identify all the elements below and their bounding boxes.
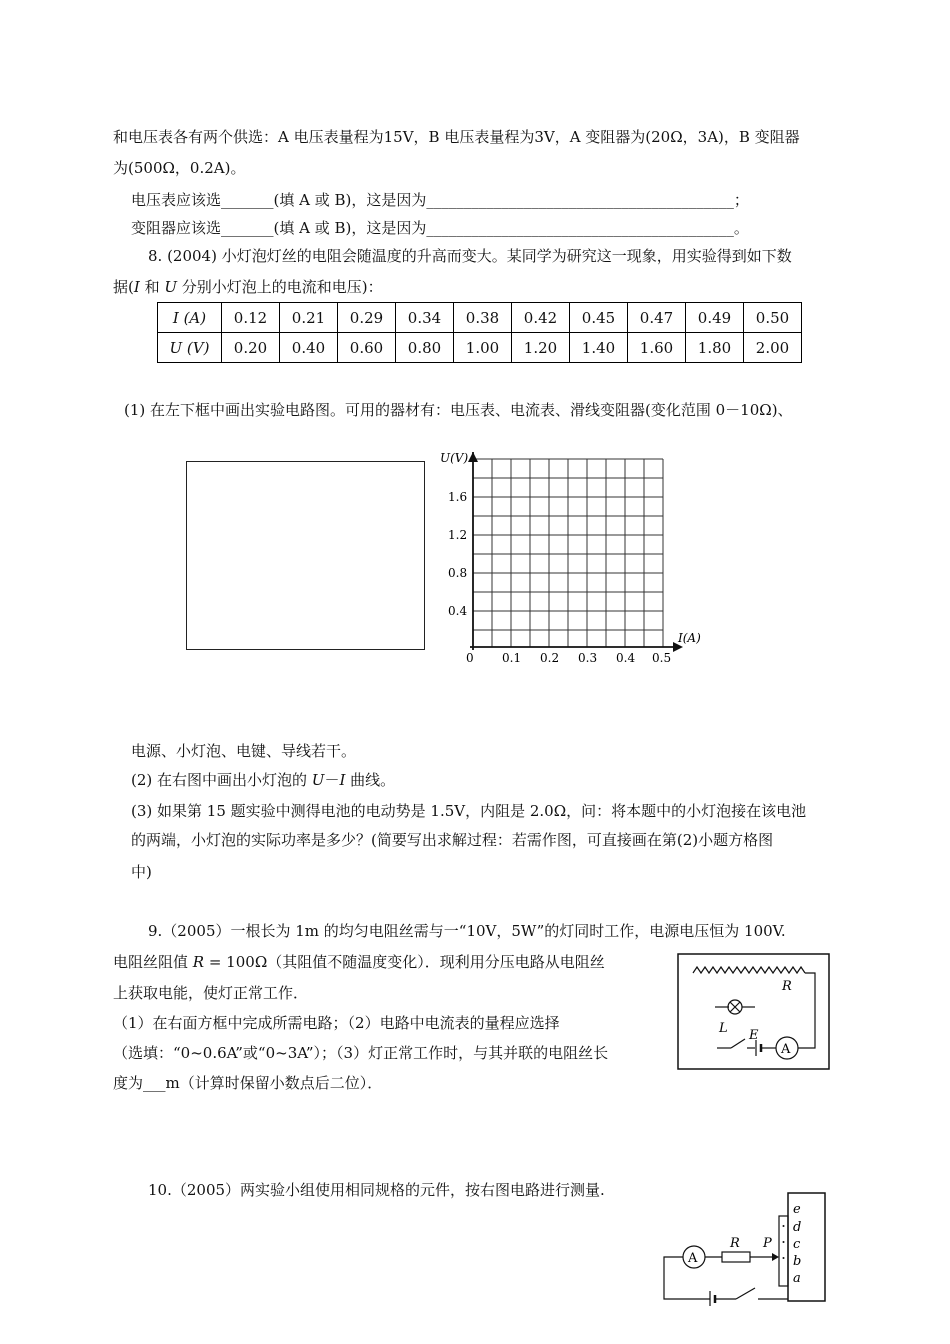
- q8-part2: (2) 在右图中画出小灯泡的 U－I 曲线。: [131, 771, 396, 789]
- q9-circuit-frame: [678, 954, 829, 1069]
- resistor-label: R: [782, 979, 792, 994]
- table-cell: 0.34: [396, 303, 454, 333]
- lamp-label: L: [719, 1021, 728, 1036]
- resistor-icon: [722, 1252, 750, 1262]
- y-axis-arrow: [468, 452, 478, 462]
- table-cell: 1.80: [686, 333, 744, 363]
- x-tick-label: 0: [466, 651, 474, 665]
- graph-grid: [473, 459, 663, 647]
- table-cell: 2.00: [744, 333, 802, 363]
- ammeter-label: A: [688, 1251, 698, 1266]
- table-cell: 1.20: [512, 333, 570, 363]
- table-cell: 0.42: [512, 303, 570, 333]
- table-cell: 0.21: [280, 303, 338, 333]
- circuit-drawing-box[interactable]: [186, 461, 425, 650]
- point-label-c: c: [793, 1237, 801, 1252]
- x-tick-label: 0.2: [540, 651, 560, 665]
- y-tick-label: 1.6: [448, 490, 468, 504]
- contact-dot: [783, 1257, 785, 1259]
- table-cell: 1.60: [628, 333, 686, 363]
- ui-grid-graph[interactable]: [430, 444, 710, 669]
- x-tick-label: 0.3: [578, 651, 598, 665]
- y-tick-label: 1.2: [448, 528, 468, 542]
- ammeter-label: A: [781, 1042, 791, 1057]
- q9-line1: 9.（2005）一根长为 1m 的均匀电阻丝需与一“10V，5W”的灯同时工作，电源电压恒为 100V.: [148, 922, 786, 940]
- slider-label: P: [763, 1236, 772, 1251]
- q10-circuit-diagram[interactable]: [660, 1190, 832, 1306]
- resistance-wire-zigzag: [693, 967, 805, 973]
- switch-icon: [731, 1039, 745, 1048]
- q9-line6: 度为___m（计算时保留小数点后二位）．: [113, 1074, 383, 1092]
- table-cell: 1.40: [570, 333, 628, 363]
- point-label-b: b: [793, 1254, 802, 1269]
- contact-dot: [783, 1241, 785, 1243]
- q9-line5: （选填：“0~0.6A”或“0~3A”）；（3）灯正常工作时，与其并联的电阻丝长: [113, 1044, 609, 1062]
- table-cell: 1.00: [454, 333, 512, 363]
- q10-line1: 10.（2005）两实验小组使用相同规格的元件，按右图电路进行测量.: [148, 1181, 605, 1199]
- q8-part1-cont: 电源、小灯泡、电键、导线若干。: [131, 742, 357, 760]
- q8-line2: 据(I 和 U 分别小灯泡上的电流和电压)：: [113, 278, 383, 296]
- battery-label: E: [749, 1028, 759, 1043]
- table-cell: 0.12: [222, 303, 280, 333]
- table-header-voltage: U (V): [158, 333, 222, 363]
- q7-voltmeter-question: 电压表应该选_______(填 A 或 B)，这是因为_________________________________________；: [131, 191, 749, 209]
- table-cell: 0.49: [686, 303, 744, 333]
- slider-arrow-icon: [772, 1253, 779, 1261]
- iu-data-table: [157, 302, 802, 363]
- switch-icon: [736, 1288, 755, 1299]
- wire: [798, 973, 815, 1048]
- table-cell: 0.47: [628, 303, 686, 333]
- q9-line3: 上获取电能，使灯正常工作．: [113, 984, 309, 1002]
- q7-rheostat-question: 变阻器应该选_______(填 A 或 B)，这是因为_________________________________________。: [131, 219, 749, 237]
- q9-line4: （1）在右面方框中完成所需电路；（2）电路中电流表的量程应选择: [113, 1014, 560, 1032]
- table-cell: 0.60: [338, 333, 396, 363]
- table-row-current: [158, 303, 802, 333]
- x-tick-label: 0.5: [652, 651, 672, 665]
- q9-circuit-diagram[interactable]: [677, 953, 831, 1071]
- q7-line2: 为(500Ω，0.2A)。: [113, 159, 246, 177]
- y-tick-label: 0.4: [448, 604, 468, 618]
- q8-part3-line3: 中): [131, 863, 152, 881]
- y-tick-label: 0.8: [448, 566, 468, 580]
- table-cell: 0.50: [744, 303, 802, 333]
- point-label-e: e: [793, 1202, 801, 1217]
- q8-part1: (1) 在左下框中画出实验电路图。可用的器材有：电压表、电流表、滑线变阻器(变化范围 0－10Ω)、: [124, 401, 793, 419]
- q9-line2: 电阻丝阻值 R = 100Ω（其阻值不随温度变化）．现利用分压电路从电阻丝: [113, 953, 605, 971]
- contact-dot: [783, 1225, 785, 1227]
- q8-line1: 8. (2004) 小灯泡灯丝的电阻会随温度的升高而变大。某同学为研究这一现象，用实验得到如下数: [148, 247, 792, 265]
- table-cell: 0.38: [454, 303, 512, 333]
- table-header-current: I (A): [158, 303, 222, 333]
- x-tick-label: 0.1: [502, 651, 522, 665]
- point-label-a: a: [793, 1271, 801, 1286]
- resistor-label: R: [730, 1236, 740, 1251]
- table-cell: 0.40: [280, 333, 338, 363]
- table-cell: 0.20: [222, 333, 280, 363]
- q8-part3-line2: 的两端，小灯泡的实际功率是多少？(简要写出求解过程：若需作图，可直接画在第(2)小题方格图: [131, 831, 774, 849]
- table-cell: 0.29: [338, 303, 396, 333]
- x-axis-label: I(A): [678, 631, 701, 645]
- point-label-d: d: [793, 1220, 802, 1235]
- y-axis-label: U(V): [440, 451, 469, 465]
- q8-part3-line1: (3) 如果第 15 题实验中测得电池的电动势是 1.5V，内阻是 2.0Ω，问：将本题中的小灯泡接在该电池: [131, 802, 807, 820]
- table-cell: 0.45: [570, 303, 628, 333]
- table-row-voltage: [158, 333, 802, 363]
- q7-line1: 和电压表各有两个供选：A 电压表量程为15V，B 电压表量程为3V，A 变阻器为(20Ω，3A)，B 变阻器: [113, 128, 800, 146]
- table-cell: 0.80: [396, 333, 454, 363]
- x-tick-label: 0.4: [616, 651, 636, 665]
